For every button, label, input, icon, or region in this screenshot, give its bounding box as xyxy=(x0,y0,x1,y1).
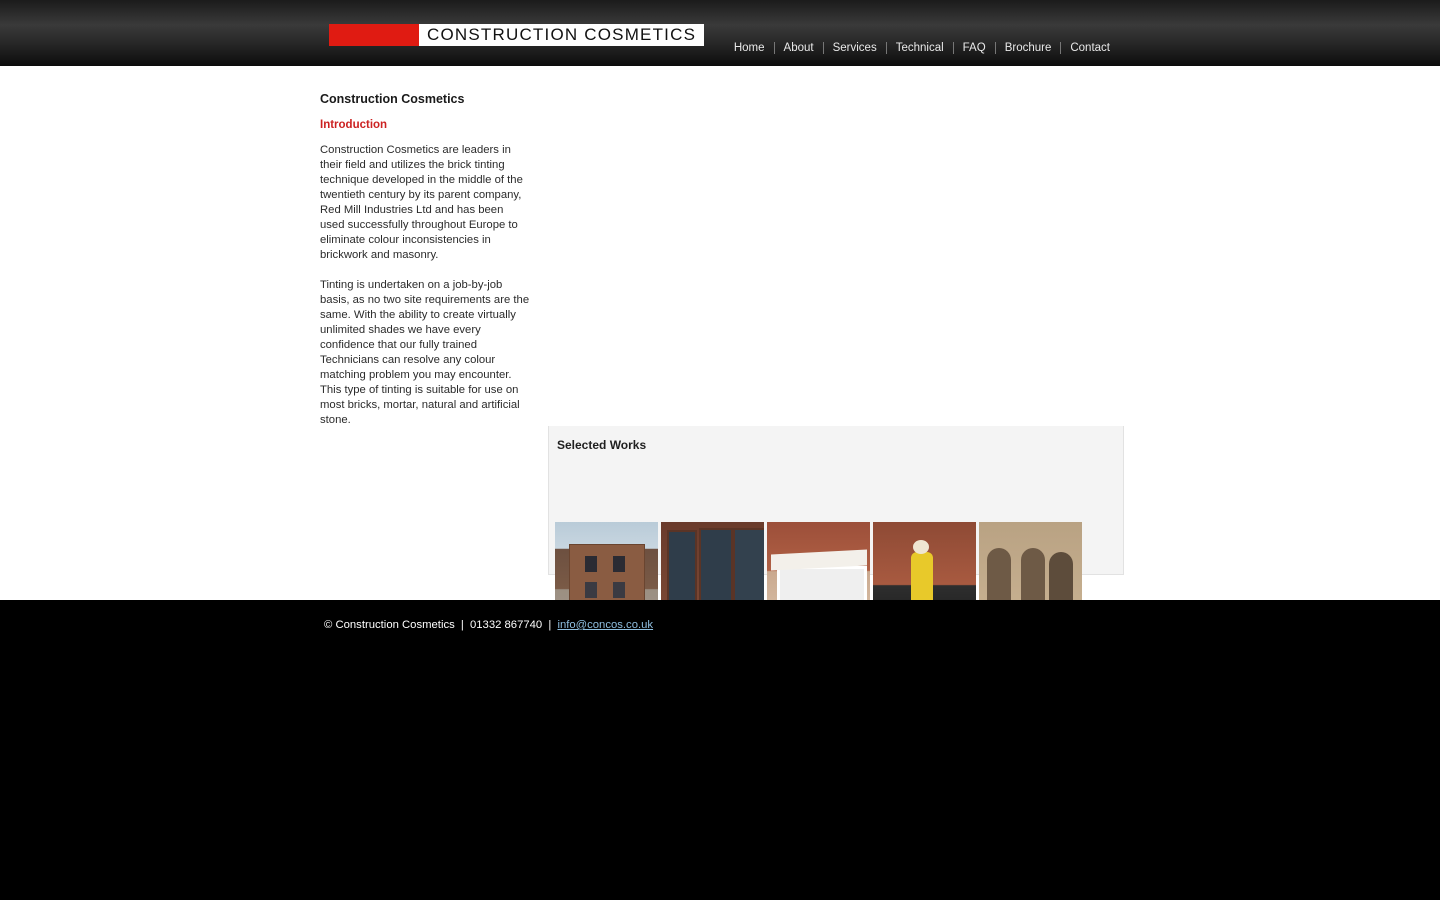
main-navigation xyxy=(725,41,1110,55)
selected-works-panel xyxy=(548,426,1124,575)
nav-item-faq[interactable]: FAQ xyxy=(962,42,986,54)
site-logo[interactable] xyxy=(329,24,704,46)
selected-works-title: Selected Works xyxy=(557,438,647,452)
footer-separator-2: | xyxy=(548,619,552,631)
main-column xyxy=(548,88,1124,484)
header-inner xyxy=(0,0,1440,66)
footer-copyright: © Construction Cosmetics xyxy=(324,619,455,631)
logo-red-bar-icon xyxy=(329,24,419,46)
hero-image-area xyxy=(548,88,1124,484)
nav-item-technical[interactable]: Technical xyxy=(895,42,944,54)
page-title: Construction Cosmetics xyxy=(320,92,465,106)
logo-text: CONSTRUCTION COSMETICS xyxy=(427,25,697,44)
footer-email-link[interactable]: info@concos.co.uk xyxy=(557,619,654,631)
nav-item-contact[interactable]: Contact xyxy=(1070,42,1110,54)
site-footer xyxy=(0,600,1440,900)
footer-info xyxy=(324,619,653,631)
footer-phone: 01332 867740 xyxy=(469,619,543,631)
intro-paragraph-2: Tinting is undertaken on a job-by-job basis, as no two site requirements are the same. With the ability to create virtually unlimited shades we have every confidence that our fully trained Technicians can resolve any colour matching problem you may encounter. This type of tinting is suitable for use on most bricks, mortar, natural and artificial stone. xyxy=(320,279,530,426)
nav-item-home[interactable]: Home xyxy=(733,42,765,54)
nav-item-brochure[interactable]: Brochure xyxy=(1004,42,1052,54)
site-header xyxy=(0,0,1440,66)
intro-paragraph-1: Construction Cosmetics are leaders in their field and utilizes the brick tinting technique developed in the middle of the twentieth century by its parent company, Red Mill Industries Ltd and has been used successfully throughout Europe to eliminate colour inconsistencies in brickwork and masonry. xyxy=(320,144,523,261)
nav-item-services[interactable]: Services xyxy=(832,42,877,54)
nav-item-about[interactable]: About xyxy=(783,42,814,54)
page-content xyxy=(0,66,1440,599)
footer-separator-1: | xyxy=(460,619,464,631)
sidebar-column xyxy=(320,92,530,443)
section-subtitle: Introduction xyxy=(320,119,388,131)
